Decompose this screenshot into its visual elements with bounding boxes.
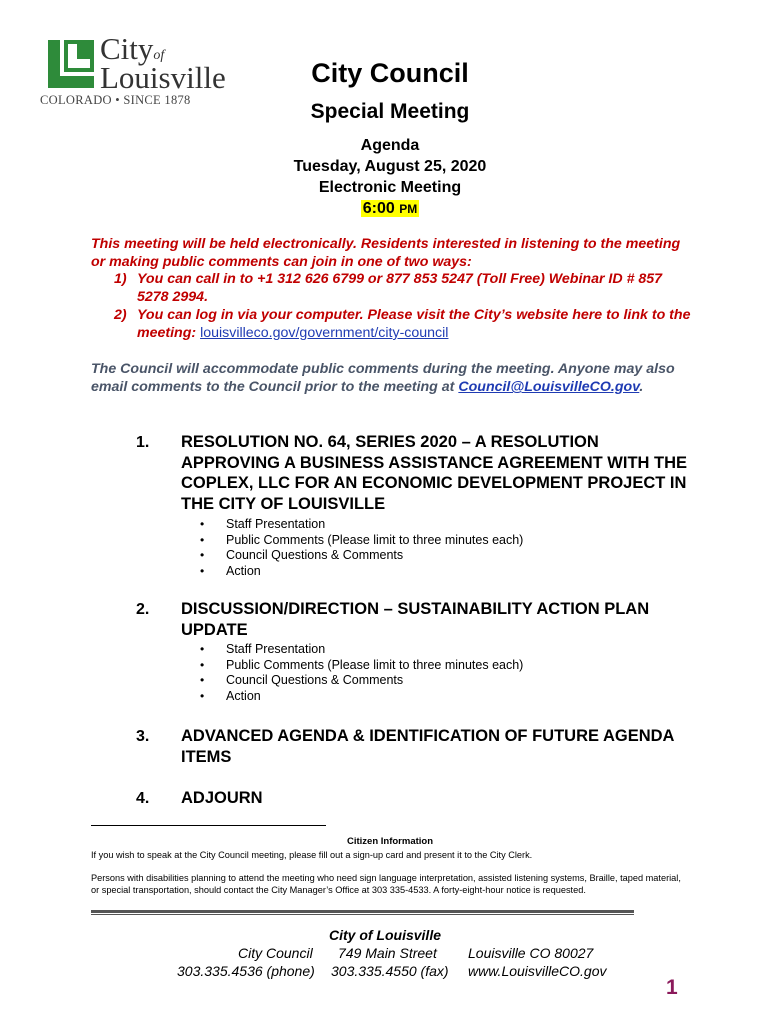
agenda-item-number: 2. bbox=[136, 601, 150, 618]
agenda-item-title: ADJOURN bbox=[181, 789, 263, 807]
public-comment-note: The Council will accommodate public comments during the meeting. Anyone may also email comments to the Council prior to the meeting at Council@LouisvilleCO.gov. bbox=[91, 361, 675, 395]
council-email-link[interactable]: Council@LouisvilleCO.gov bbox=[458, 379, 640, 395]
agenda-item-number: 3. bbox=[136, 728, 150, 745]
agenda-item-title: DISCUSSION/DIRECTION – SUSTAINABILITY ACTION PLAN UPDATE bbox=[181, 600, 650, 639]
divider bbox=[91, 910, 634, 913]
list-item: • Action bbox=[200, 564, 523, 580]
footer-address: 749 Main Street bbox=[338, 945, 437, 961]
logo-word-city: Cityof bbox=[100, 31, 165, 66]
page-number: 1 bbox=[666, 976, 678, 999]
list-item: • Staff Presentation bbox=[200, 517, 523, 533]
footer-phone: 303.335.4536 (phone) bbox=[177, 963, 315, 979]
list-item: • Action bbox=[200, 689, 523, 705]
divider bbox=[91, 825, 326, 826]
footer-website: www.LouisvilleCO.gov bbox=[468, 963, 607, 979]
logo-tagline: COLORADO • SINCE 1878 bbox=[40, 93, 191, 107]
meeting-time-highlight: 6:00 PM bbox=[362, 200, 418, 217]
agenda-item-steps bbox=[200, 517, 523, 579]
footer-city-name: City of Louisville bbox=[328, 927, 441, 943]
agenda-item-steps bbox=[200, 642, 523, 704]
logo-word-louisville: Louisville bbox=[100, 60, 226, 95]
list-item: • Public Comments (Please limit to three minutes each) bbox=[200, 533, 523, 549]
citizen-info-speaking: If you wish to speak at the City Council meeting, please fill out a sign-up card and present it to the City Clerk. bbox=[91, 850, 533, 860]
meeting-type: Electronic Meeting bbox=[318, 179, 462, 196]
agenda-label: Agenda bbox=[360, 137, 420, 154]
agenda-item-number: 4. bbox=[136, 790, 150, 807]
citizen-info-accessibility: Persons with disabilities planning to attend the meeting who need sign language interpretation, assisted listening systems, Braille, taped material, or special transportation, should contact the City Manager’s Office at 303 335-4533. A forty-eight-hour notice is requested. bbox=[91, 873, 681, 895]
list-item: • Council Questions & Comments bbox=[200, 673, 523, 689]
agenda-item-number: 1. bbox=[136, 434, 150, 451]
footer-city-state: Louisville CO 80027 bbox=[468, 945, 594, 961]
meeting-date: Tuesday, August 25, 2020 bbox=[293, 158, 487, 175]
agenda-item-title: RESOLUTION NO. 64, SERIES 2020 – A RESOLUTION APPROVING A BUSINESS ASSISTANCE AGREEMENT WITH THE COPLEX, LLC FOR AN ECONOMIC DEVELOPMENT PROJECT IN THE CITY OF LOUISVILLE bbox=[181, 433, 688, 513]
footer-department: City Council bbox=[238, 945, 313, 961]
footer-fax: 303.335.4550 (fax) bbox=[331, 963, 449, 979]
agenda-item-title: ADVANCED AGENDA & IDENTIFICATION OF FUTURE AGENDA ITEMS bbox=[181, 727, 674, 766]
electronic-meeting-notice: This meeting will be held electronically. Residents interested in listening to the meeting or making public comments can join in one of two ways: bbox=[91, 236, 681, 270]
list-item: • Staff Presentation bbox=[200, 642, 523, 658]
divider bbox=[91, 914, 634, 915]
page-title: City Council bbox=[311, 58, 469, 88]
city-council-website-link[interactable]: louisvilleco.gov/government/city-council bbox=[200, 325, 449, 341]
list-item: • Public Comments (Please limit to three minutes each) bbox=[200, 658, 523, 674]
meeting-time bbox=[0, 198, 770, 220]
citizen-info-title: Citizen Information bbox=[346, 836, 434, 847]
page-subtitle: Special Meeting bbox=[310, 100, 470, 123]
list-item: • Council Questions & Comments bbox=[200, 548, 523, 564]
